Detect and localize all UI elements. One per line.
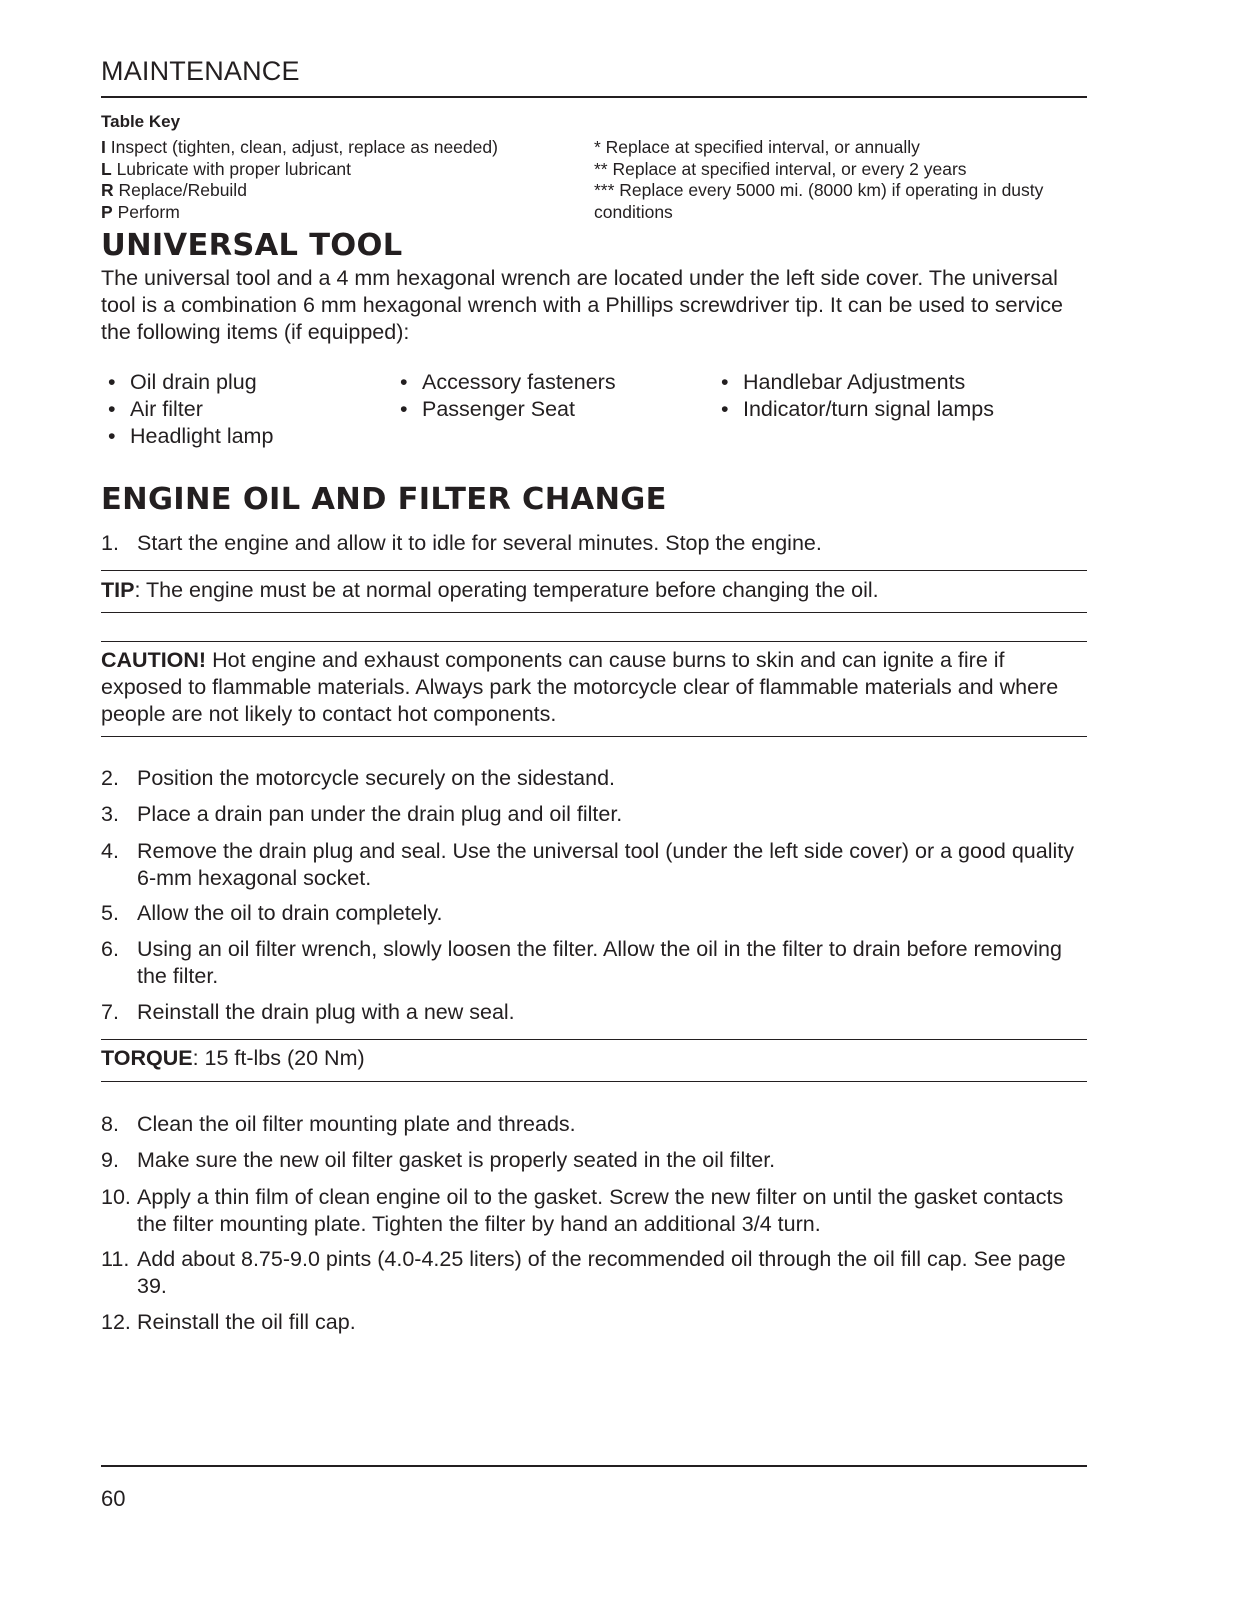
- step-10: 10. Apply a thin film of clean engine oil to the gasket. Screw the new filter on until the gasket contacts the filter mounting plate. Tighten the filter by hand an additional 3/4 turn.: [101, 1185, 1064, 1236]
- list-item: • Accessory fasteners: [400, 370, 616, 394]
- step-1: 1. Start the engine and allow it to idle for several minutes. Stop the engine.: [101, 531, 822, 555]
- torque-note: TORQUE: 15 ft-lbs (20 Nm): [101, 1046, 365, 1070]
- step-7: 7. Reinstall the drain plug with a new seal.: [101, 1000, 515, 1024]
- table-key-right: [594, 137, 1043, 223]
- step-2: 2. Position the motorcycle securely on the sidestand.: [101, 766, 616, 790]
- key-note-3-cont: conditions: [594, 201, 673, 222]
- caution-note: CAUTION! Hot engine and exhaust components can cause burns to skin and can ignite a fire if exposed to flammable materials. Always park the motorcycle clear of flammable materials and where people are not likely to contact hot components.: [101, 648, 1059, 726]
- step-9: 9. Make sure the new oil filter gasket is properly seated in the oil filter.: [101, 1148, 776, 1172]
- header-rule: [101, 96, 1087, 98]
- step-8: 8. Clean the oil filter mounting plate and threads.: [101, 1112, 576, 1136]
- key-note-1: * Replace at specified interval, or annually: [594, 137, 920, 157]
- caution-rule-bottom: [101, 736, 1087, 737]
- section-header: MAINTENANCE: [101, 56, 300, 86]
- key-row-inspect: I Inspect (tighten, clean, adjust, replace as needed): [101, 137, 498, 157]
- list-item: • Indicator/turn signal lamps: [721, 397, 994, 421]
- universal-tool-intro: The universal tool and a 4 mm hexagonal wrench are located under the left side cover. The universal tool is a combination 6 mm hexagonal wrench with a Phillips screwdriver tip. It can be used to service the following items (if equipped):: [101, 266, 1063, 344]
- footer-rule: [101, 1465, 1087, 1467]
- step-11: 11. Add about 8.75-9.0 pints (4.0-4.25 liters) of the recommended oil through the oil fill cap. See page 39.: [101, 1247, 1066, 1298]
- torque-rule-top: [101, 1039, 1087, 1040]
- page-number: 60: [101, 1486, 126, 1511]
- caution-rule-top: [101, 641, 1087, 642]
- key-row-perform: P Perform: [101, 201, 180, 222]
- table-key-title: Table Key: [101, 112, 181, 131]
- torque-rule-bottom: [101, 1081, 1087, 1082]
- step-12: 12. Reinstall the oil fill cap.: [101, 1310, 356, 1334]
- bullet-list-col1: [108, 369, 273, 450]
- oil-change-heading: ENGINE OIL AND FILTER CHANGE: [101, 482, 667, 517]
- tip-rule-top: [101, 570, 1087, 571]
- tip-rule-bottom: [101, 612, 1087, 613]
- key-note-3: *** Replace every 5000 mi. (8000 km) if operating in dusty: [594, 180, 1044, 200]
- key-note-2: ** Replace at specified interval, or every 2 years: [594, 158, 967, 179]
- key-row-replace: R Replace/Rebuild: [101, 180, 247, 200]
- list-item: • Headlight lamp: [108, 424, 274, 448]
- key-row-lubricate: L Lubricate with proper lubricant: [101, 158, 352, 179]
- bullet-list-col3: [721, 369, 994, 423]
- table-key-left: [101, 137, 498, 223]
- tip-note: TIP: The engine must be at normal operating temperature before changing the oil.: [101, 578, 879, 602]
- bullet-list-col2: [400, 369, 616, 423]
- step-3: 3. Place a drain pan under the drain plug and oil filter.: [101, 802, 623, 826]
- step-6: 6. Using an oil filter wrench, slowly loosen the filter. Allow the oil in the filter to drain before removing the filter.: [101, 937, 1062, 988]
- list-item: • Oil drain plug: [108, 370, 257, 394]
- universal-tool-heading: UNIVERSAL TOOL: [101, 228, 403, 263]
- step-5: 5. Allow the oil to drain completely.: [101, 901, 443, 925]
- list-item: • Air filter: [108, 397, 203, 421]
- step-4: 4. Remove the drain plug and seal. Use the universal tool (under the left side cover) or a good quality 6-mm hexagonal socket.: [101, 839, 1074, 890]
- list-item: • Handlebar Adjustments: [721, 370, 966, 394]
- list-item: • Passenger Seat: [400, 397, 575, 421]
